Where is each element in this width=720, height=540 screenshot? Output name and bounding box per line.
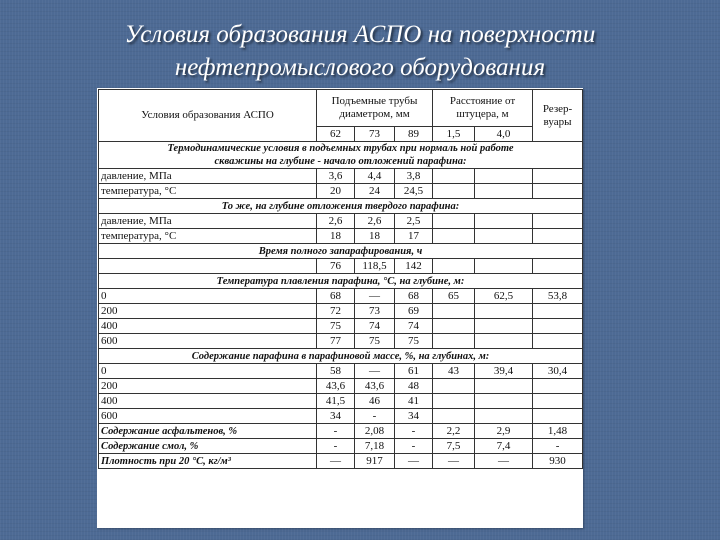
row-value: 7,5 <box>433 439 475 454</box>
table-row <box>99 184 583 199</box>
row-value: 2,08 <box>355 424 395 439</box>
header-s1: 1,5 <box>433 127 475 142</box>
table-row <box>99 229 583 244</box>
row-value: 62,5 <box>475 289 533 304</box>
header-s2: 4,0 <box>475 127 533 142</box>
header-distance <box>433 90 533 127</box>
row-value <box>433 319 475 334</box>
row-value: 68 <box>395 289 433 304</box>
row-value: 3,8 <box>395 169 433 184</box>
row-label: Содержание смол, % <box>99 439 317 454</box>
section-thermo-line2: скважины на глубине - начало отложений парафина: <box>214 156 467 167</box>
row-label: Содержание асфальтенов, % <box>99 424 317 439</box>
row-value: 2,6 <box>317 214 355 229</box>
row-label: 200 <box>99 304 317 319</box>
row-value: 39,4 <box>475 364 533 379</box>
table-row <box>99 409 583 424</box>
row-label: 0 <box>99 364 317 379</box>
row-value <box>475 409 533 424</box>
section-melt <box>99 274 583 289</box>
header-d3: 89 <box>395 127 433 142</box>
row-label: Плотность при 20 °С, кг/м³ <box>99 454 317 469</box>
row-value: — <box>355 289 395 304</box>
row-value: 930 <box>533 454 583 469</box>
header-row <box>99 90 583 127</box>
row-value <box>475 304 533 319</box>
row-value: 76 <box>317 259 355 274</box>
row-value: 30,4 <box>533 364 583 379</box>
table-row <box>99 334 583 349</box>
row-value <box>475 379 533 394</box>
header-pipes-line2: диаметром, мм <box>339 108 410 120</box>
header-distance-line1: Расстояние от <box>449 95 516 107</box>
row-value: 2,2 <box>433 424 475 439</box>
row-value: — <box>475 454 533 469</box>
row-value <box>475 259 533 274</box>
row-value: 48 <box>395 379 433 394</box>
header-pipes <box>317 90 433 127</box>
row-value <box>533 259 583 274</box>
header-d1: 62 <box>317 127 355 142</box>
slide-title-line1: Условия образования АСПО на поверхности <box>124 21 596 48</box>
row-label: 400 <box>99 319 317 334</box>
header-reservoir-line2: вуары <box>543 115 572 128</box>
row-value: 2,6 <box>355 214 395 229</box>
row-value <box>533 304 583 319</box>
row-value: 17 <box>395 229 433 244</box>
row-value: — <box>395 454 433 469</box>
row-value <box>433 259 475 274</box>
row-value <box>533 394 583 409</box>
row-label: 600 <box>99 409 317 424</box>
row-label: 0 <box>99 289 317 304</box>
row-value: 74 <box>395 319 433 334</box>
section-thermo-line1: Термодинамические условия в подъемных трубах при нормаль ной работе <box>167 143 514 154</box>
section-content-cell: Содержание парафина в парафиновой массе, %, на глубинах, м: <box>99 349 583 364</box>
section-thermo-cell <box>99 142 583 169</box>
aspo-conditions-table <box>98 89 583 469</box>
row-value: 75 <box>355 334 395 349</box>
row-value: — <box>355 364 395 379</box>
section-time-cell: Время полного запарафирования, ч <box>99 244 583 259</box>
section-melt-cell: Температура плавления парафина, °С, на глубине, м: <box>99 274 583 289</box>
row-value <box>433 334 475 349</box>
row-value <box>533 184 583 199</box>
row-value <box>533 319 583 334</box>
row-value <box>475 169 533 184</box>
row-value: - <box>317 439 355 454</box>
row-value: 72 <box>317 304 355 319</box>
row-value: 69 <box>395 304 433 319</box>
header-pipes-line1: Подъемные трубы <box>331 95 418 107</box>
row-value: 68 <box>317 289 355 304</box>
row-value: 75 <box>395 334 433 349</box>
table-row <box>99 214 583 229</box>
section-time <box>99 244 583 259</box>
row-value: 18 <box>355 229 395 244</box>
row-value <box>433 379 475 394</box>
row-value <box>533 334 583 349</box>
row-value: 917 <box>355 454 395 469</box>
row-value: 7,18 <box>355 439 395 454</box>
table-row <box>99 169 583 184</box>
row-value: 77 <box>317 334 355 349</box>
row-value: 34 <box>395 409 433 424</box>
row-label: 600 <box>99 334 317 349</box>
row-value: 61 <box>395 364 433 379</box>
row-value: 41 <box>395 394 433 409</box>
table-row <box>99 424 583 439</box>
section-solid-cell: То же, на глубине отложения твердого парафина: <box>99 199 583 214</box>
row-value: 46 <box>355 394 395 409</box>
row-value <box>433 304 475 319</box>
row-value: - <box>395 424 433 439</box>
section-content <box>99 349 583 364</box>
row-value <box>433 169 475 184</box>
row-value <box>533 379 583 394</box>
row-value: 142 <box>395 259 433 274</box>
row-label: 200 <box>99 379 317 394</box>
row-value: 73 <box>355 304 395 319</box>
row-value: 4,4 <box>355 169 395 184</box>
row-value: — <box>433 454 475 469</box>
row-value <box>475 334 533 349</box>
section-solid <box>99 199 583 214</box>
row-value: 7,4 <box>475 439 533 454</box>
slide-title <box>0 18 720 84</box>
row-value: 65 <box>433 289 475 304</box>
header-reservoir <box>533 90 583 142</box>
row-label: температура, °С <box>99 184 317 199</box>
row-value: 24,5 <box>395 184 433 199</box>
row-value: 18 <box>317 229 355 244</box>
table-row <box>99 304 583 319</box>
row-value: 118,5 <box>355 259 395 274</box>
row-value: 74 <box>355 319 395 334</box>
row-value <box>433 409 475 424</box>
row-value: - <box>533 439 583 454</box>
header-d2: 73 <box>355 127 395 142</box>
row-value: 2,9 <box>475 424 533 439</box>
row-value <box>475 184 533 199</box>
row-value <box>433 184 475 199</box>
row-value <box>433 394 475 409</box>
row-value <box>475 319 533 334</box>
table-row <box>99 319 583 334</box>
row-value <box>533 229 583 244</box>
row-value <box>533 409 583 424</box>
row-value: - <box>395 439 433 454</box>
row-value: 3,6 <box>317 169 355 184</box>
row-value: - <box>355 409 395 424</box>
row-value: - <box>317 424 355 439</box>
row-value <box>475 394 533 409</box>
row-value: 20 <box>317 184 355 199</box>
row-value: 2,5 <box>395 214 433 229</box>
row-value <box>475 214 533 229</box>
row-label <box>99 259 317 274</box>
table-row <box>99 289 583 304</box>
row-value: 34 <box>317 409 355 424</box>
table-row <box>99 259 583 274</box>
header-distance-line2: штуцера, м <box>456 108 509 120</box>
row-value <box>433 214 475 229</box>
row-label: температура, °С <box>99 229 317 244</box>
section-thermo <box>99 142 583 169</box>
row-value: 43,6 <box>317 379 355 394</box>
table-row <box>99 454 583 469</box>
row-label: 400 <box>99 394 317 409</box>
row-value <box>533 169 583 184</box>
table-row <box>99 379 583 394</box>
row-value: 1,48 <box>533 424 583 439</box>
row-value <box>475 229 533 244</box>
row-value: 53,8 <box>533 289 583 304</box>
header-reservoir-line1: Резер- <box>542 102 573 115</box>
slide-title-line2: нефтепромыслового оборудования <box>174 54 546 81</box>
row-label: давление, МПа <box>99 214 317 229</box>
table-row <box>99 439 583 454</box>
row-value: 75 <box>317 319 355 334</box>
row-value: 43 <box>433 364 475 379</box>
table-document <box>97 88 583 528</box>
row-label: давление, МПа <box>99 169 317 184</box>
row-value: — <box>317 454 355 469</box>
row-value <box>433 229 475 244</box>
row-value: 43,6 <box>355 379 395 394</box>
row-value: 58 <box>317 364 355 379</box>
table-row <box>99 394 583 409</box>
row-value: 41,5 <box>317 394 355 409</box>
header-conditions: Условия образования АСПО <box>99 90 317 142</box>
row-value <box>533 214 583 229</box>
row-value: 24 <box>355 184 395 199</box>
table-row <box>99 364 583 379</box>
